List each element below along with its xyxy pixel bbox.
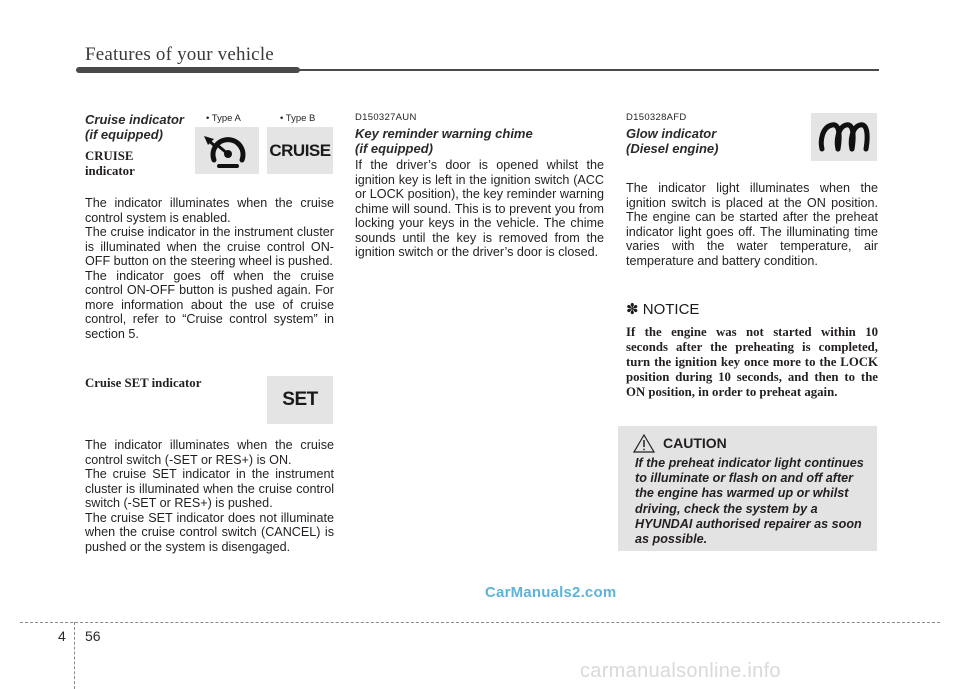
- notice-title: ✽ NOTICE: [626, 301, 700, 318]
- cruise-word-icon: CRUISE: [269, 140, 331, 160]
- notice-body: If the engine was not started within 10 seconds after the preheating is completed, turn the ignition key once more to the LOCK position during 10 seconds, and then to the ON position, in order to preheat again.: [626, 325, 878, 399]
- cruise-set-body: The indicator illuminates when the cruise control switch (-SET or RES+) is ON. The cruise SET indicator in the instrument cluster is illuminated when the cruise control switch (-SET or RES+) is pushed. The cruise SET indicator does not illuminate when the cruise control switch (CANCEL) is pushed or the system is disengaged.: [85, 438, 334, 554]
- glow-coil-icon: [816, 117, 872, 157]
- cruise-indicator-type-b: [267, 127, 333, 174]
- key-reminder-title: Key reminder warning chime (if equipped): [355, 126, 533, 156]
- footer-vertical-divider: [74, 622, 75, 689]
- watermark-logo: CarManuals2.com: [485, 584, 617, 601]
- cruise-speedometer-icon: [202, 130, 252, 172]
- footer-divider: [20, 622, 940, 623]
- glow-indicator-title: Glow indicator (Diesel engine): [626, 126, 719, 156]
- caution-title: CAUTION: [663, 435, 727, 451]
- caution-box: [618, 426, 877, 551]
- warning-triangle-icon: [633, 434, 655, 453]
- cruise-set-label: Cruise SET indicator: [85, 376, 202, 390]
- cruise-indicator-title: Cruise indicator (if equipped): [85, 112, 184, 142]
- header-rule-thick: [76, 67, 300, 73]
- footer-site-watermark: carmanualsonline.info: [580, 660, 781, 682]
- header-rule-thin: [296, 69, 879, 71]
- section-code: D150327AUN: [355, 112, 417, 123]
- glow-indicator-icon-box: [811, 113, 877, 161]
- section-code: D150328AFD: [626, 112, 687, 123]
- cruise-indicator-body: The indicator illuminates when the cruise control system is enabled. The cruise indicator in the instrument cluster is illuminated when the cruise control ON-OFF button on the steering wheel is pushed. The indicator goes off when the cruise control ON-OFF button is pushed again. For more information about the use of cruise control, refer to “Cruise control system” in section 5.: [85, 196, 334, 341]
- page-header-title: Features of your vehicle: [85, 44, 274, 65]
- type-a-label: • Type A: [206, 113, 241, 124]
- chapter-number: 4: [58, 628, 66, 644]
- glow-indicator-body: The indicator light illuminates when the ignition switch is placed at the ON position. The engine can be started after the preheat indicator light goes off. The illuminating time varies with the water temperature, air temperature and battery condition.: [626, 181, 878, 268]
- type-b-label: • Type B: [280, 113, 316, 124]
- set-word-icon: SET: [282, 389, 318, 410]
- key-reminder-body: If the driver’s door is opened whilst the ignition key is left in the ignition switch (ACC or LOCK position), the key reminder warning chime will sound. This is to prevent you from locking your keys in the vehicle. The chime sounds until the key is removed from the ignition switch or the driver’s door is closed.: [355, 158, 604, 259]
- caution-body: If the preheat indicator light continues to illuminate or flash on and off after the engine has warmed up or whilst driving, check the system by a HYUNDAI authorised repairer as soon as possible.: [635, 456, 864, 547]
- cruise-set-indicator: [267, 376, 333, 424]
- page-number: 56: [85, 628, 101, 644]
- cruise-indicator-label: CRUISE indicator: [85, 149, 135, 178]
- cruise-indicator-type-a: [195, 127, 259, 174]
